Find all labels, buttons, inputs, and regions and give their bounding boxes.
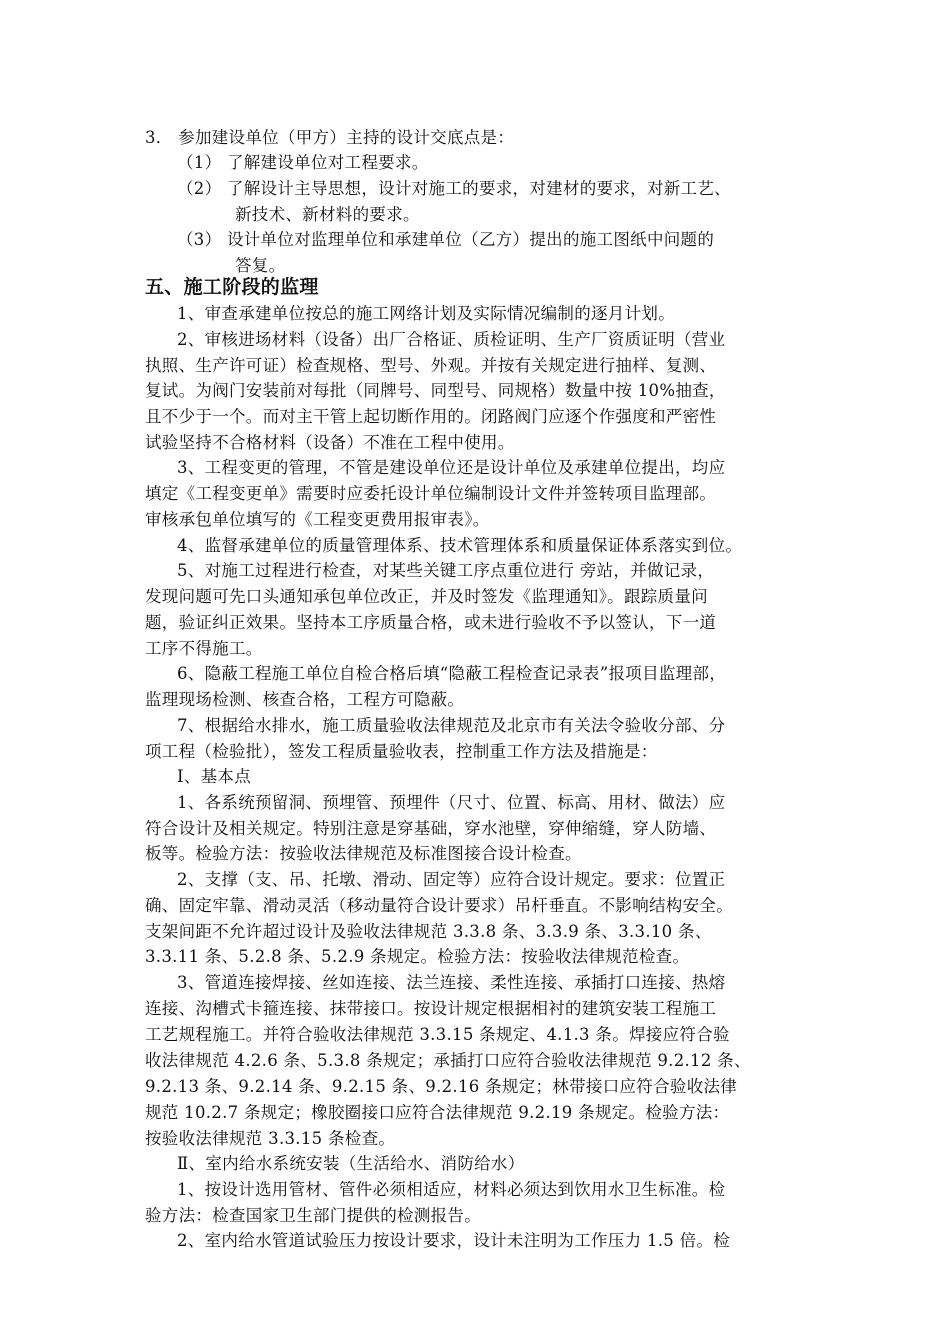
text-line: 试验坚持不合格材料（设备）不准在工程中使用。 [145, 433, 515, 452]
text-line: 1、按设计选用管材、管件必须相适应，材料必须达到饮用水卫生标准。检 [177, 1180, 726, 1199]
text-line: 符合设计及相关规定。特别注意是穿基础，穿水池壁，穿伸缩缝，穿人防墙、 [145, 819, 717, 838]
text-line: 5、对施工过程进行检查，对某些关键工序点重位进行 旁站，并做记录， [177, 561, 715, 580]
text-line: 3、管道连接焊接、丝如连接、法兰连接、柔性连接、承插打口连接、热熔 [177, 973, 726, 992]
text-line: 3． 参加建设单位（甲方）主持的设计交底点是： [145, 128, 515, 147]
text-line: 填定《工程变更单》需要时应委托设计单位编制设计文件并签转项目监理部。 [145, 484, 717, 503]
text-line: 收法律规范 4.2.6 条、5.3.8 条规定；承插打口应符合验收法律规范 9.2.12 条、 [145, 1051, 751, 1070]
text-line: 工艺规程施工。并符合验收法律规范 3.3.15 条规定、4.1.3 条。焊接应符合验 [145, 1025, 730, 1044]
text-line: （3） 设计单位对监理单位和承建单位（乙方）提出的施工图纸中问题的 [177, 230, 715, 249]
text-line: 2、审核进场材料（设备）出厂合格证、质检证明、生产厂资质证明（营业 [177, 330, 726, 349]
text-line: 6、隐蔽工程施工单位自检合格后填“隐蔽工程检查记录表”报项目监理部， [177, 664, 727, 683]
text-line: 板等。检验方法：按验收法律规范及标准图接合设计检查。 [145, 844, 582, 863]
text-line: 规范 10.2.7 条规定；橡胶圈接口应符合法律规范 9.2.19 条规定。检验方法： [145, 1103, 730, 1122]
text-line: 监理现场检测、核查合格，工程方可隐蔽。 [145, 690, 465, 709]
text-line: 题，验证纠正效果。坚持本工序质量合格，或未进行验收不予以签认，下一道 [145, 613, 717, 632]
text-line: 且不少于一个。而对主干管上起切断作用的。闭路阀门应逐个作强度和严密性 [145, 407, 717, 426]
text-line: 1、审查承建单位按总的施工网络计划及实际情况编制的逐月计划。 [177, 304, 675, 323]
text-line: 新技术、新材料的要求。 [235, 205, 420, 224]
text-line: 发现问题可先口头通知承包单位改正，并及时签发《监理通知》。跟踪质量问 [145, 587, 708, 606]
text-line: 支架间距不允许超过设计及验收法律规范 3.3.8 条、3.3.9 条、3.3.10 条、 [145, 922, 712, 941]
text-line: 项工程（检验批），签发工程质量验收表，控制重工作方法及措施是： [145, 742, 658, 761]
text-line: 工序不得施工。 [145, 639, 263, 658]
text-line: 执照、生产许可证）检查规格、型号、外观。并按有关规定进行抽样、复测、 [145, 356, 717, 375]
text-line: 确、固定牢靠、滑动灵活（移动量符合设计要求）吊杆垂直。不影响结构安全。 [145, 896, 733, 915]
text-line: 7、根据给水排水，施工质量验收法律规范及北京市有关法令验收分部、分 [177, 716, 726, 735]
text-line: （2） 了解设计主导思想，设计对施工的要求，对建材的要求，对新工艺、 [177, 179, 731, 198]
text-line: 按验收法律规范 3.3.15 条检查。 [145, 1129, 396, 1148]
text-line: 审核承包单位填写的《工程变更费用报审表》。 [145, 510, 490, 529]
text-line: （1） 了解建设单位对工程要求。 [177, 153, 429, 172]
text-line: 复试。为阀门安装前对每批（同牌号、同型号、同规格）数量中按 10%抽查， [145, 381, 726, 400]
text-line: 3、工程变更的管理，不管是建设单位还是设计单位及承建单位提出，均应 [177, 458, 726, 477]
text-line: 2、室内给水管道试验压力按设计要求，设计未注明为工作压力 1.5 倍。检 [177, 1231, 731, 1250]
text-line: 连接、沟槽式卡箍连接、抹带接口。按设计规定根据相衬的建筑安装工程施工 [145, 999, 717, 1018]
text-line: 验方法：检查国家卫生部门提供的检测报告。 [145, 1206, 481, 1225]
text-line: 1、各系统预留洞、预埋管、预埋件（尺寸、位置、标高、用材、做法）应 [177, 793, 726, 812]
text-line: 4、监督承建单位的质量管理体系、技术管理体系和质量保证体系落实到位。 [177, 536, 743, 555]
text-line: 2、支撑（支、吊、托墩、滑动、固定等）应符合设计规定。要求：位置正 [177, 870, 726, 889]
text-line: 答复。 [235, 256, 286, 275]
text-line: Ⅰ、基本点 [177, 767, 252, 786]
section-heading: 五、施工阶段的监理 [145, 276, 319, 298]
text-line: Ⅱ、室内给水系统安装（生活给水、消防给水） [177, 1154, 525, 1173]
text-line: 9.2.13 条、9.2.14 条、9.2.15 条、9.2.16 条规定；林带接口应符合验收法律 [145, 1077, 738, 1096]
text-line: 3.3.11 条、5.2.8 条、5.2.9 条规定。检验方法：按验收法律规范检查。 [145, 947, 690, 966]
